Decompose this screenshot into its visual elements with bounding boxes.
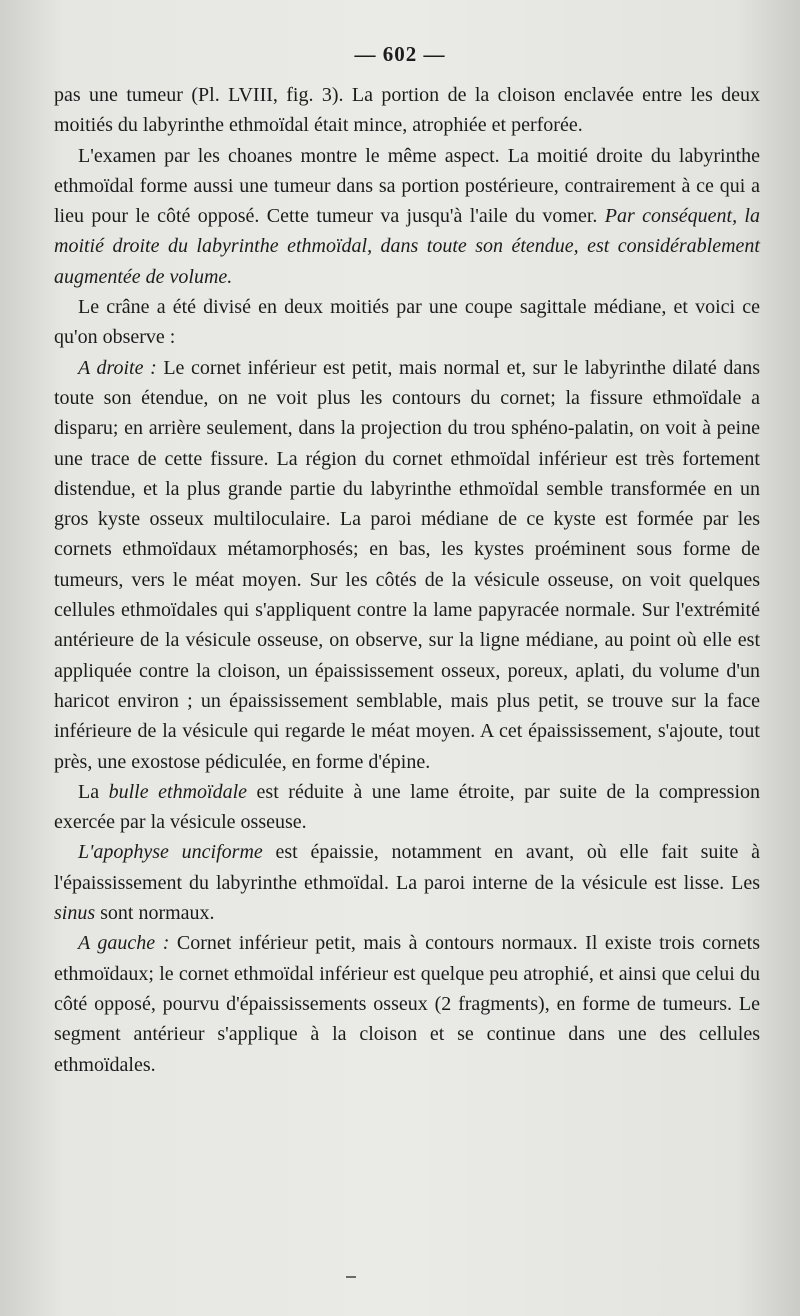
- italic-text-run: sinus: [54, 902, 96, 925]
- italic-text-run: Par conséquent, la moitié droite du labyrinthe ethmoïdal, dans toute son étendue, est considérablement augmentée de volume.: [54, 205, 760, 288]
- paragraph: [54, 141, 760, 292]
- paragraph: [54, 80, 760, 141]
- italic-text-run: bulle ethmoïdale: [108, 780, 248, 803]
- italic-text-run: A droite :: [78, 356, 157, 379]
- text-run: L'examen par les choanes montre le même aspect. La moitié droite du labyrinthe ethmoïdal forme aussi une tumeur dans sa portion postérieure, contrairement à ce qui a lieu pour le côté opposé. Cette tumeur va jusqu'à l'aile du vomer.: [54, 144, 760, 228]
- paragraph: [54, 353, 760, 777]
- text-run: est réduite à une lame étroite, par suite de la compression exercée par la vésicule osseuse.: [54, 780, 760, 834]
- text-run: Le cornet inférieur est petit, mais normal et, sur le labyrinthe dilaté dans toute son étendue, on ne voit plus les contours du cornet; la fissure ethmoïdale a disparu; en arrière seulement, dans la projection du trou sphéno-palatin, on voit à peine une trace de cette fissure. La région du cornet ethmoïdal inférieur est très fortement distendue, et la plus grande partie du labyrinthe ethmoïdal semble transformée en un gros kyste osseux multiloculaire. La paroi médiane de ce kyste est formée par les cornets ethmoïdaux métamorphosés; en bas, les kystes proéminent sous forme de tumeurs, vers le méat moyen. Sur les côtés de la vésicule osseuse, on voit quelques cellules ethmoïdales qui s'appliquent contre la lame papyracée normale. Sur l'extrémité antérieure de la vésicule osseuse, on observe, sur la ligne médiane, au point où elle est appliquée contre la cloison, un épaississement osseux, poreux, aplati, du volume d'un haricot environ ; un épaississement semblable, mais plus petit, se trouve sur la face inférieure de la vésicule qui regarde le méat moyen. A cet épaississement, s'ajoute, tout près, une exostose pédiculée, en forme d'épine.: [54, 356, 761, 773]
- text-run: Cornet inférieur petit, mais à contours normaux. Il existe trois cornets ethmoïdaux; le cornet ethmoïdal inférieur est quelque peu atrophié, et ainsi que celui du côté opposé, pourvu d'épaississements osseux (2 fragments), en forme de tumeurs. Le segment antérieur s'applique à la cloison et se continue dans une des cellules ethmoïdales.: [54, 932, 760, 1076]
- page-number: — 602 —: [354, 42, 446, 66]
- paragraph: [54, 928, 760, 1079]
- paragraph: [54, 292, 760, 353]
- print-mark: [346, 1276, 356, 1278]
- text-run: La: [78, 780, 109, 803]
- text-run: pas une tumeur (Pl. LVIII, fig. 3). La portion de la cloison enclavée entre les deux moitiés du labyrinthe ethmoïdal était mince, atrophiée et perforée.: [54, 84, 760, 137]
- text-run: sont normaux.: [95, 902, 215, 925]
- text-run: est épaissie, notamment en avant, où elle fait suite à l'épaississement du labyrinthe ethmoïdal. La paroi interne de la vésicule est lisse. Les: [54, 841, 761, 894]
- paragraph: [54, 837, 760, 928]
- italic-text-run: L'apophyse unciforme: [78, 841, 263, 864]
- italic-text-run: A gauche :: [78, 932, 170, 955]
- body-text: [54, 80, 760, 1080]
- text-run: Le crâne a été divisé en deux moitiés par une coupe sagittale médiane, et voici ce qu'on observe :: [54, 296, 760, 349]
- paragraph: [54, 777, 760, 838]
